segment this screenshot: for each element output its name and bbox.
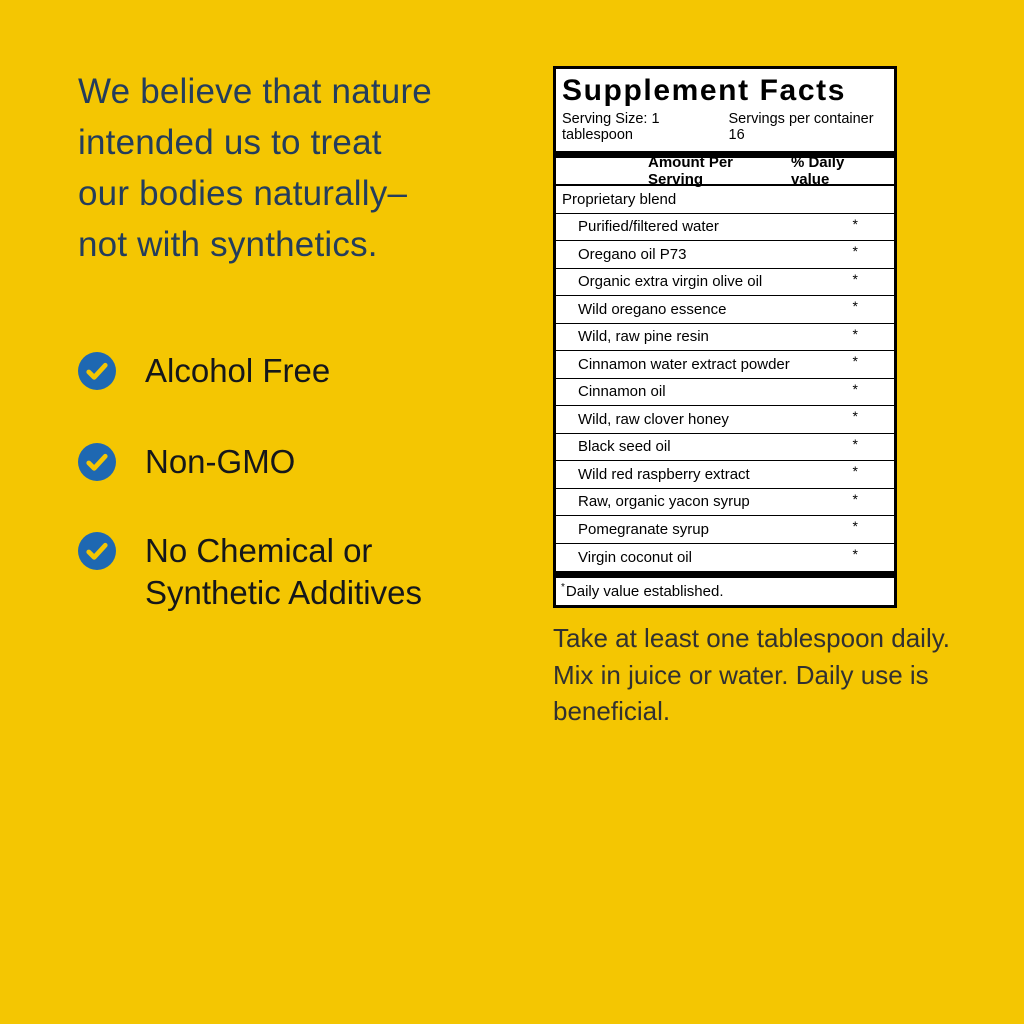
intro-line: our bodies naturally– — [78, 174, 408, 213]
benefit-label: Alcohol Free — [145, 352, 331, 389]
intro-line: not with synthetics. — [78, 225, 378, 264]
table-row — [556, 489, 894, 517]
ingredient-name: Wild, raw clover honey — [578, 410, 729, 428]
ingredient-daily-value: * — [852, 353, 858, 370]
table-row — [556, 186, 894, 214]
ingredient-daily-value: * — [852, 270, 858, 287]
ingredient-daily-value: * — [852, 325, 858, 342]
blend-label: Proprietary blend — [562, 190, 677, 208]
ingredient-name: Pomegranate syrup — [578, 520, 709, 538]
ingredient-name: Wild, raw pine resin — [578, 328, 709, 346]
table-row — [556, 461, 894, 489]
list-item — [78, 530, 518, 614]
servings-per-container: Servings per container 16 — [728, 111, 874, 143]
benefit-label-line: No Chemical or — [145, 532, 373, 569]
table-row — [556, 544, 894, 572]
ingredient-name: Wild oregano essence — [578, 300, 727, 318]
benefit-label: Non-GMO — [145, 443, 296, 480]
benefits-list — [78, 350, 518, 663]
table-row — [556, 434, 894, 462]
ingredient-daily-value: * — [852, 435, 858, 452]
ingredient-name: Purified/filtered water — [578, 218, 719, 236]
table-row — [556, 516, 894, 544]
panel-title: Supplement Facts — [562, 74, 846, 107]
ingredient-name: Cinnamon water extract powder — [578, 355, 790, 373]
table-row — [556, 406, 894, 434]
check-circle-icon — [78, 532, 116, 570]
ingredient-daily-value: * — [852, 243, 858, 260]
supplement-facts-panel — [553, 66, 897, 608]
table-row — [556, 379, 894, 407]
directions-paragraph — [553, 620, 983, 730]
ingredient-daily-value: * — [852, 546, 858, 563]
intro-line: We believe that nature — [78, 72, 432, 111]
directions-line: Take at least one tablespoon daily. — [553, 623, 951, 653]
ingredient-daily-value: * — [852, 380, 858, 397]
benefit-label — [145, 530, 422, 614]
list-item — [78, 350, 518, 392]
table-row — [556, 241, 894, 269]
check-circle-icon — [78, 443, 116, 481]
serving-info-row — [556, 109, 894, 151]
intro-paragraph — [78, 66, 518, 270]
footnote-text: Daily value established. — [565, 583, 724, 600]
ingredient-daily-value: * — [852, 463, 858, 480]
ingredient-daily-value: * — [852, 215, 858, 232]
serving-size: Serving Size: 1 tablespoon — [562, 111, 660, 143]
list-item — [78, 441, 518, 483]
thick-divider — [556, 571, 894, 578]
ingredient-daily-value: * — [852, 518, 858, 535]
check-circle-icon — [78, 352, 116, 390]
ingredient-daily-value: * — [852, 490, 858, 507]
ingredient-name: Oregano oil P73 — [578, 245, 687, 263]
table-row — [556, 351, 894, 379]
table-row — [556, 296, 894, 324]
column-header-amount: Amount Per Serving — [648, 154, 734, 188]
ingredient-name: Black seed oil — [578, 438, 671, 456]
table-header-row — [556, 154, 894, 188]
ingredient-name: Raw, organic yacon syrup — [578, 493, 750, 511]
ingredient-name: Organic extra virgin olive oil — [578, 273, 763, 291]
intro-line: intended us to treat — [78, 123, 382, 162]
panel-footnote — [556, 578, 894, 605]
directions-line: beneficial. — [553, 696, 671, 726]
ingredient-name: Wild red raspberry extract — [578, 465, 750, 483]
column-header-daily-value: % Daily value — [790, 154, 845, 188]
table-row — [556, 214, 894, 242]
directions-line: Mix in juice or water. Daily use is — [553, 659, 929, 690]
ingredient-name: Virgin coconut oil — [578, 548, 692, 566]
ingredient-name: Cinnamon oil — [578, 383, 666, 401]
ingredient-daily-value: * — [852, 408, 858, 425]
benefit-label-line: Synthetic Additives — [145, 574, 422, 611]
ingredient-daily-value: * — [852, 298, 858, 315]
table-row — [556, 324, 894, 352]
footnote-asterisk: * — [561, 582, 565, 593]
table-row — [556, 269, 894, 297]
